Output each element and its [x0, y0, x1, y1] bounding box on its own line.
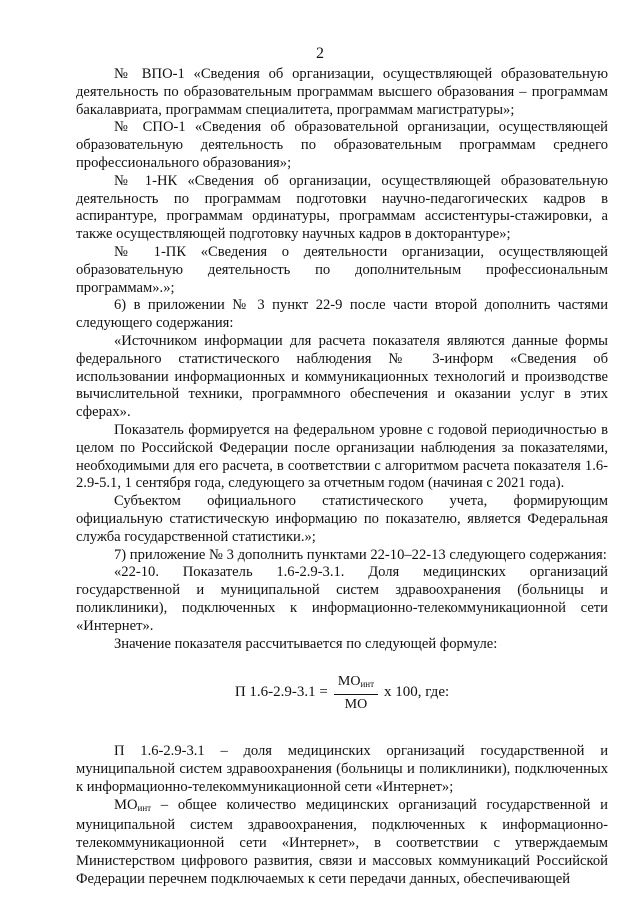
page-number: 2 — [316, 45, 324, 62]
paragraph-item-6: 6) в приложении № 3 пункт 22-9 после части второй дополнить частями следующего содержания: — [76, 297, 608, 332]
paragraph-indicator-22-10: «22-10. Показатель 1.6-2.9-3.1. Доля медицинских организаций государственной и муниципальной систем здравоохранения (больницы и поликлиники), подключенных к информационно-телекоммуникационной сети «Интернет». — [76, 564, 608, 634]
paragraph-definition-p: П 1.6-2.9-3.1 – доля медицинских организаций государственной и муниципальной систем здравоохранения (больницы и поликлиники), подключенных к информационно-телекоммуникационной сети «Интернет»; — [76, 743, 608, 795]
paragraph-definition-mo — [76, 797, 608, 889]
document-body — [76, 66, 608, 889]
paragraph-subject: Субъектом официального статистического учета, формирующим официальную статистическую информацию по показателю, является Федеральная служба государственной статистики.»; — [76, 493, 608, 545]
paragraph-info-source: «Источником информации для расчета показателя являются данные формы федерального статистического наблюдения № 3-информ «Сведения об использовании информационных и коммуникационных технологий и производстве вычислительной техники, программного обеспечения и оказании услуг в этих сферах». — [76, 332, 608, 421]
formula-fraction — [334, 673, 378, 713]
paragraph-1nk: № 1-НК «Сведения об организации, осуществляющей образовательную деятельность по программам подготовки научно-педагогических кадров в аспирантуре, программам ординатуры, программам ассистентуры-стажировки, а также осуществляющей подготовку научных кадров в докторантуре»; — [76, 172, 608, 243]
formula-numerator-main: МО — [337, 674, 361, 690]
formula-numerator-sub: инт — [360, 679, 375, 690]
paragraph-formula-intro: Значение показателя рассчитывается по следующей формуле: — [114, 635, 498, 652]
formula — [76, 673, 608, 713]
formula-lhs: П 1.6-2.9-3.1 = — [234, 684, 328, 701]
paragraph-spo1: № СПО-1 «Сведения об образовательной организации, осуществляющей образовательную деятельность по образовательным программам среднего профессионального образования»; — [76, 119, 608, 171]
paragraph-vpo1: № ВПО-1 «Сведения об организации, осуществляющей образовательную деятельность по образовательным программам высшего образования – программам бакалавриата, программам специалитета, программам магистратуры»; — [76, 66, 608, 118]
formula-rhs: x 100, где: — [384, 684, 450, 701]
paragraph-1pk: № 1-ПК «Сведения о деятельности организации, осуществляющей образовательную деятельность по дополнительным профессиональным программам».»; — [76, 243, 608, 296]
formula-denominator: МО — [344, 697, 368, 713]
term-mo-sub: инт — [137, 802, 152, 813]
paragraph-periodicity: Показатель формируется на федеральном уровне с годовой периодичностью в целом по Российской Федерации после организации наблюдения за показателями, необходимыми для его расчета, в соответствии с алгоритмом расчета показателя 1.6-2.9-5.1, 1 сентября года, следующего за отчетным годом (начиная с 2021 года). — [76, 421, 608, 492]
paragraph-item-7: 7) приложение № 3 дополнить пунктами 22-10–22-13 следующего содержания: — [114, 546, 607, 563]
definition-mo-text: – общее количество медицинских организаций государственной и муниципальной систем здравоохранения, подключенных к информационно-телекоммуникационной сети «Интернет», в соответствии с утверждаемым Министерством цифрового развития, связи и массовых коммуникаций Российской Федерации перечнем подключаемых к сети передачи данных, обеспечивающей — [76, 796, 608, 887]
term-mo-main: МО — [114, 796, 138, 813]
formula-numerator — [334, 673, 378, 695]
